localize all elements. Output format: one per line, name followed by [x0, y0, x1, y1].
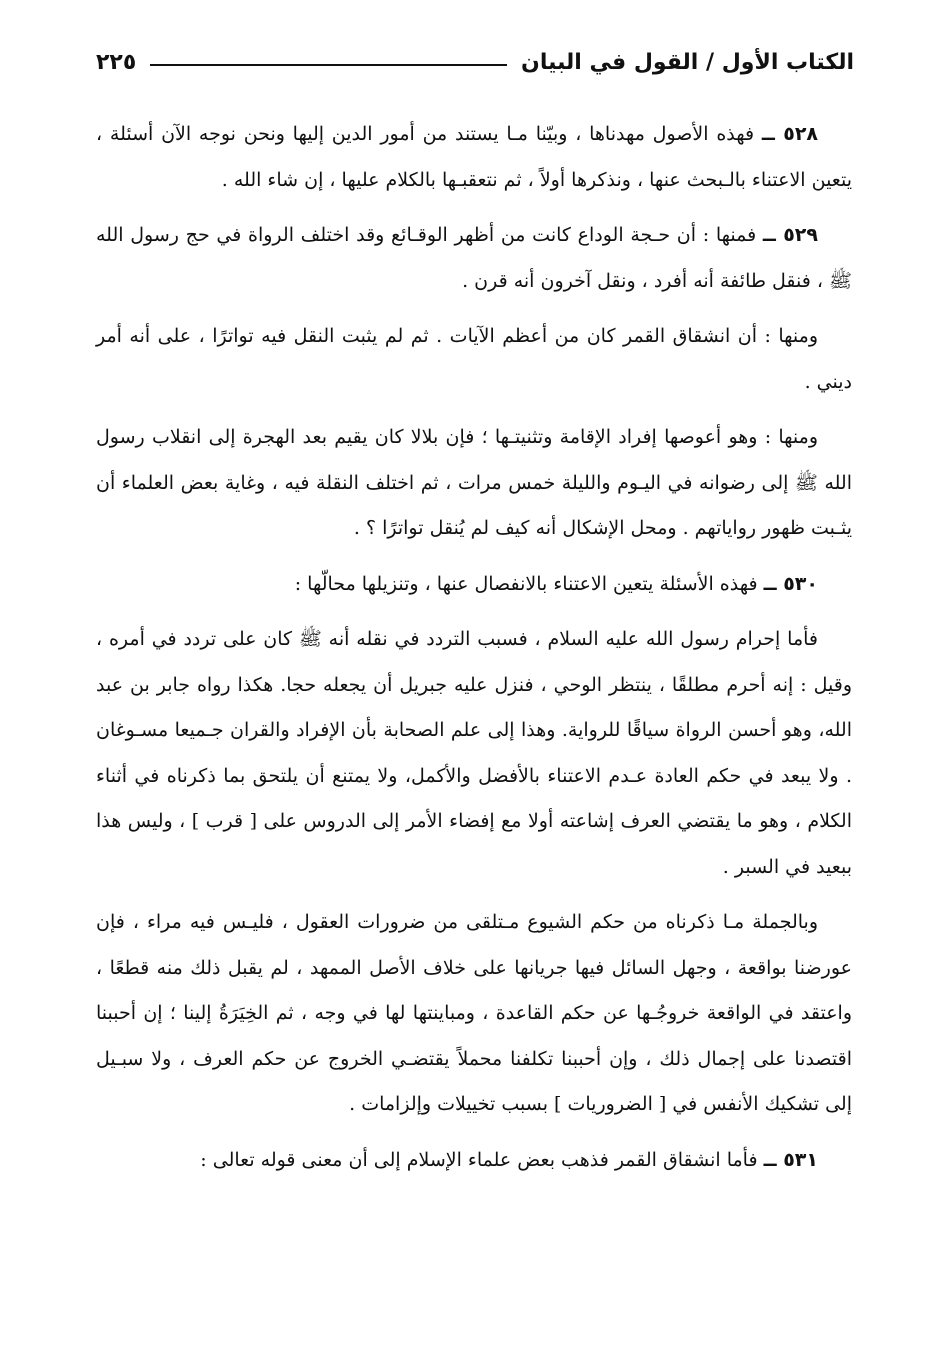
page-number: ٢٢٥ [96, 49, 137, 75]
paragraph-530 [96, 562, 852, 608]
paragraph-number: ٥٢٨ ــ [761, 123, 819, 145]
page-body [96, 112, 852, 1193]
paragraph-iqama [96, 415, 852, 552]
header-rule [150, 64, 507, 66]
paragraph-529 [96, 213, 852, 304]
paragraph-number: ٥٣١ ــ [763, 1148, 818, 1171]
paragraph-text: فأما انشقاق القمر فذهب بعض علماء الإسلام إلى أن معنى قوله تعالى : [200, 1148, 758, 1171]
paragraph-531 [96, 1138, 852, 1184]
paragraph-528 [96, 112, 852, 203]
running-header [96, 42, 854, 82]
running-title: الكتاب الأول / القول في البيان [521, 49, 854, 75]
paragraph-number: ٥٢٩ ــ [762, 224, 818, 246]
paragraph-text: فأما إحرام رسول الله عليه السلام ، فسبب التردد في نقله أنه ﷺ كان على تردد في أمره ، وقيل : إنه أحرم مطلقًا ، ينتظر الوحي ، فنزل عليه جبريل أن يجعله حجا. هكذا رواه جابر بن عبد الله، وهو أحسن الرواة سياقًا للرواية. وهذا إلى علم الصحابة بأن الإفراد والقران جـميعا مسـوغان . ولا يبعد في حكم العادة عـدم الاعتناء بالأفضل والأكمل، ولا يمتنع أن يلتحق بما ذكرناه في أثناء الكلام ، وهو ما يقتضي العرف إشاعته أولا مع إفضاء الأمر إلى الدروس على [ قرب ] ، وليس هذا ببعيد في السبر . [96, 628, 852, 878]
paragraph-text: ومنها : أن انشقاق القمر كان من أعظم الآيات . ثم لم يثبت النقل فيه تواترًا ، على أنه أمر ديني . [96, 325, 852, 393]
paragraph-summary [96, 900, 852, 1128]
paragraph-text: فمنها : أن حـجة الوداع كانت من أظهر الوقـائع وقد اختلف الرواة في حج رسول الله ﷺ ، فنقل طائفة أنه أفرد ، ونقل آخرون أنه قرن . [96, 224, 852, 292]
paragraph-moon [96, 314, 852, 405]
paragraph-number: ٥٣٠ ــ [763, 572, 818, 595]
paragraph-ihram [96, 617, 852, 890]
paragraph-text: فهذه الأصول مهدناها ، وبيّنا مـا يستند من أمور الدين إليها ونحن نوجه الآن أسئلة ، يتعين الاعتناء بالـبحث عنها ، ونذكرها أولاً ، ثم نتعقبـها بالكلام عليها ، إن شاء الله . [96, 123, 852, 191]
paragraph-text: وبالجملة مـا ذكرناه من حكم الشيوع مـتلقى من ضرورات العقول ، فليـس فيه مراء ، فإن عورضنا بواقعة ، وجهل السائل فيها جريانها على خلاف الأصل الممهد ، لم يقبل ذلك منه قطعًا ، واعتقد في الواقعة خروجُـها عن حكم القاعدة ، ومباينتها لها في وجه ، ثم الخِيَرَةُ إلينا ؛ إن أحببنا اقتصدنا على إجمال ذلك ، وإن أحببنا تكلفنا محملاً يقتضـي الخروج عن حكم العرف ، ولا سبـيل إلى تشكيك الأنفس في [ الضروريات ] بسبب تخييلات وإلزامات . [96, 911, 852, 1115]
paragraph-text: فهذه الأسئلة يتعين الاعتناء بالانفصال عنها ، وتنزيلها محالّها : [294, 572, 758, 595]
paragraph-text: ومنها : وهو أعوصها إفراد الإقامة وتثنيتـها ؛ فإن بلالا كان يقيم بعد الهجرة إلى انقلاب رسول الله ﷺ إلى رضوانه في اليـوم والليلة خمس مرات ، ثم اختلف النقلة فيه ، وغاية بعض العلماء أن يثـبت ظهور رواياتهم . ومحل الإشكال أنه كيف لم يُنقل تواترًا ؟ . [96, 426, 852, 539]
